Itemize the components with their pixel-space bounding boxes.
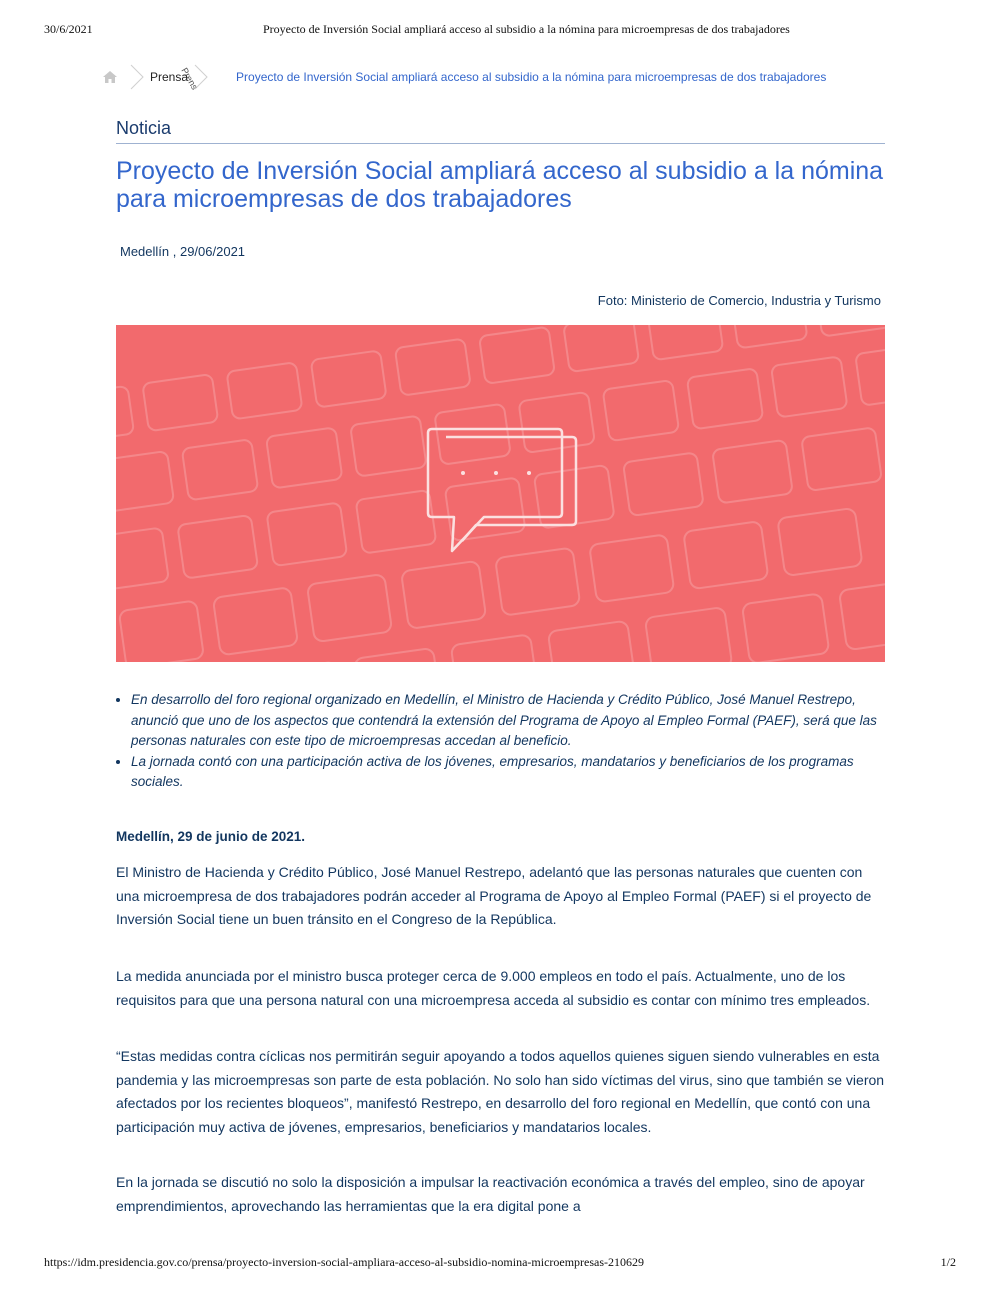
article-paragraph: La medida anunciada por el ministro busca proteger cerca de 9.000 empleos en todo el país. Actualmente, uno de los requisitos para que una persona natural con una microempresa acceda al subsidio es contar con mínimo tres empleados. [116,968,871,1008]
article-paragraph: El Ministro de Hacienda y Crédito Público, José Manuel Restrepo, adelantó que las personas naturales que cuenten con una microempresa de dos trabajadores podrán acceder al Programa de Apoyo al Empleo Formal (PAEF) si el proyecto de Inversión Social tiene un buen tránsito en el Congreso de la República. [116,864,872,927]
print-page-title: Proyecto de Inversión Social ampliará acceso al subsidio a la nómina para microempresas de dos trabajadores [263,22,790,36]
print-footer [0,1255,1000,1275]
home-icon[interactable] [100,67,120,87]
keyboard-background [116,325,885,662]
section-label: Noticia [116,118,172,138]
breadcrumb-prensa-rotated: Prens [179,66,200,92]
print-url: https://idm.presidencia.gov.co/prensa/proyecto-inversion-social-ampliara-acceso-al-subsidio-nomina-microempresas-210629 [44,1255,645,1269]
article-dateline: Medellín , 29/06/2021 [120,244,246,259]
summary-bullets [116,690,901,793]
summary-bullet: • En desarrollo del foro regional organizado en Medellín, el Ministro de Hacienda y Crédito Público, José Manuel Restrepo, anunció que uno de los aspectos que contendrá la extensión del Programa de Apoyo al Empleo Formal (PAEF), será que las personas naturales con este tipo de microempresas accedan al beneficio. [131,690,901,752]
breadcrumb-prensa-link[interactable] [150,66,200,92]
chevron-right-icon [130,64,144,90]
summary-bullet: • La jornada contó con una participación activa de los jóvenes, empresarios, mandatarios y beneficiarios de los programas sociales. [131,752,901,793]
print-page-number: 1/2 [940,1255,956,1269]
print-header [0,22,1000,42]
breadcrumb-prensa-label: Prensa [150,70,189,84]
breadcrumb [100,64,900,90]
article-lead: Medellín, 29 de junio de 2021. [116,829,306,844]
hero-image [116,325,885,662]
breadcrumb-current: Proyecto de Inversión Social ampliará acceso al subsidio a la nómina para microempresas de dos trabajadores [236,70,827,84]
print-date: 30/6/2021 [44,22,93,36]
article-title: Proyecto de Inversión Social ampliará acceso al subsidio a la nómina para microempresas de dos trabajadores [116,157,884,213]
section-divider [116,143,885,144]
article-paragraph: “Estas medidas contra cíclicas nos permitirán seguir apoyando a todos aquellos quienes siguen siendo vulnerables en esta pandemia y las microempresas son parte de esta población. No solo han sido víctimas del virus, sino que también se vieron afectados por los recientes bloqueos”, manifestó Restrepo, en desarrollo del foro regional en Medellín, que contó con una participación muy activa de jóvenes, empresarios, beneficiarios y mandatarios locales. [116,1048,885,1135]
article-paragraph: En la jornada se discutió no solo la disposición a impulsar la reactivación económica a través del empleo, sino de apoyar emprendimientos, aprovechando las herramientas que la era digital pone a [116,1174,865,1214]
photo-credit: Foto: Ministerio de Comercio, Industria y Turismo [597,293,881,308]
